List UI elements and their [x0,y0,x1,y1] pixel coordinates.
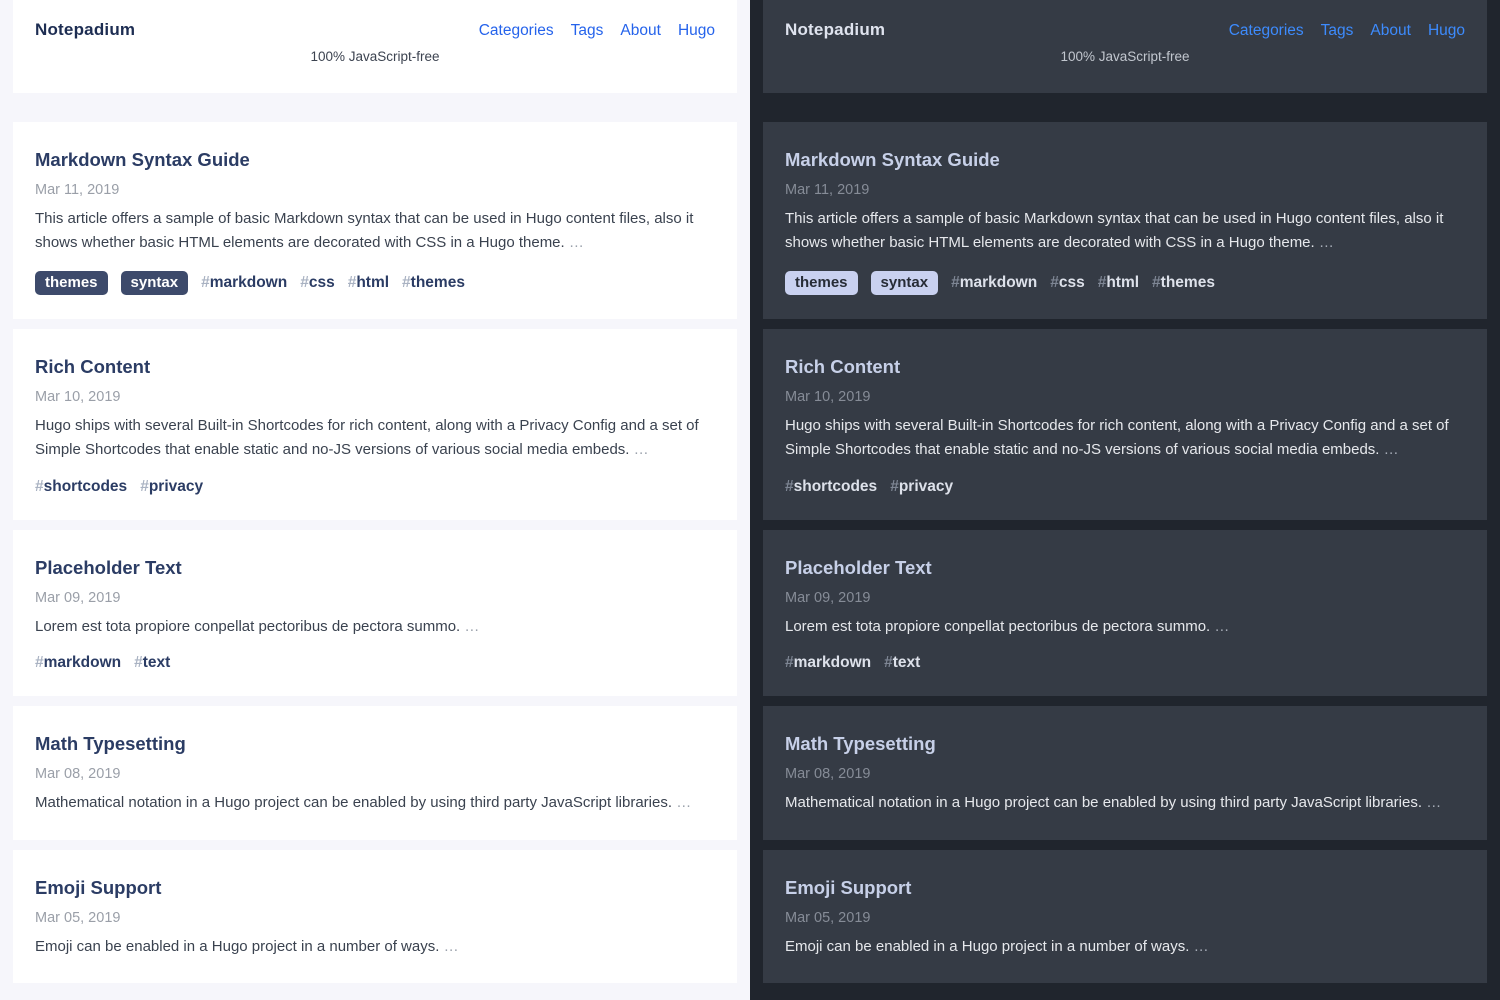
hashtag-link[interactable] [140,478,203,496]
tag-row [35,478,715,496]
post-title-link[interactable]: Markdown Syntax Guide [35,149,250,170]
post-card [13,122,737,319]
read-more-ellipsis[interactable]: … [1426,794,1442,812]
read-more-ellipsis[interactable]: … [1193,937,1209,955]
post-summary [785,935,1465,959]
nav-link-categories[interactable]: Categories [478,22,554,39]
tag-row [785,654,1465,672]
hashtag-link[interactable] [785,478,877,496]
nav-link-about[interactable]: About [1370,22,1411,39]
site-header [763,0,1487,93]
post-summary [785,207,1465,256]
nav-link-tags[interactable]: Tags [570,22,604,39]
hashtag-link[interactable] [951,274,1037,292]
read-more-ellipsis[interactable]: … [1318,234,1334,252]
category-badge[interactable]: themes [785,271,858,295]
hash-symbol: # [1097,273,1107,291]
post-summary-text: Emoji can be enabled in a Hugo project in a number of ways. [785,937,1190,955]
read-more-ellipsis[interactable]: … [1383,441,1399,459]
hash-symbol: # [785,654,794,672]
hashtag-link[interactable] [134,654,170,672]
post-date: Mar 09, 2019 [35,589,121,606]
hashtag-word: themes [410,273,465,291]
read-more-ellipsis[interactable]: … [676,794,692,812]
hashtag-word: text [142,654,171,672]
post-card [763,850,1487,983]
post-title-link[interactable]: Markdown Syntax Guide [785,149,1000,170]
hash-symbol: # [35,477,44,495]
read-more-ellipsis[interactable]: … [633,441,649,459]
hash-symbol: # [402,273,411,291]
post-summary [35,414,715,463]
hashtag-word: css [1058,273,1085,291]
post-title-link[interactable]: Rich Content [35,355,151,377]
hashtag-word: shortcodes [793,477,878,495]
header-row [35,20,715,40]
post-summary-text: Emoji can be enabled in a Hugo project in a number of ways. [35,937,440,955]
post-summary [35,791,715,815]
hashtag-word: themes [1160,273,1215,291]
post-summary [785,615,1465,639]
hashtag-link[interactable] [1050,274,1085,292]
post-title-link[interactable]: Rich Content [785,355,901,377]
post-date: Mar 05, 2019 [785,909,871,926]
post-card [13,850,737,983]
nav-link-categories[interactable]: Categories [1228,22,1304,39]
read-more-ellipsis[interactable]: … [568,234,584,252]
hash-symbol: # [1050,273,1059,291]
post-card [763,329,1487,520]
hashtag-word: text [892,654,921,672]
site-logo[interactable]: Notepadium [785,20,886,39]
post-card [13,706,737,839]
post-date: Mar 10, 2019 [785,388,871,405]
hashtag-word: shortcodes [43,477,128,495]
tag-row [35,271,715,295]
category-badge[interactable]: syntax [121,271,189,295]
hashtag-link[interactable] [890,478,953,496]
site-logo[interactable]: Notepadium [35,20,136,39]
hashtag-word: markdown [43,654,122,672]
hash-symbol: # [1152,273,1161,291]
hash-symbol: # [140,477,149,495]
post-summary-text: This article offers a sample of basic Markdown syntax that can be used in Hugo content files, also it shows whether basic HTML elements are decorated with CSS in a Hugo theme. [785,210,1444,252]
hashtag-link[interactable] [785,654,871,672]
hash-symbol: # [300,273,309,291]
post-date: Mar 11, 2019 [35,182,120,199]
hash-symbol: # [134,654,143,672]
post-summary [35,935,715,959]
hashtag-word: markdown [209,273,288,291]
site-header [13,0,737,93]
post-title-link[interactable]: Emoji Support [35,876,162,898]
post-list [750,93,1500,983]
post-title-link[interactable]: Math Typesetting [785,733,936,755]
post-title-link[interactable]: Emoji Support [785,876,912,898]
hashtag-link[interactable] [884,654,920,672]
site-subtitle: 100% JavaScript-free [1060,49,1190,64]
post-summary-text: Hugo ships with several Built-in Shortcodes for rich content, along with a Privacy Config and a set of Simple Shortcodes that enable static and no-JS versions of various social media embeds. [35,416,699,459]
tag-row [35,654,715,672]
post-summary-text: Lorem est tota propiore conpellat pectoribus de pectora summo. [785,617,1211,635]
hash-symbol: # [201,273,210,291]
post-date: Mar 08, 2019 [35,766,121,783]
hashtag-word: html [356,273,390,291]
hashtag-word: privacy [898,477,954,495]
nav-link-hugo[interactable]: Hugo [1427,22,1465,39]
post-date: Mar 08, 2019 [785,766,871,783]
post-title-link[interactable]: Math Typesetting [35,733,186,755]
post-card [13,530,737,696]
post-card [13,329,737,520]
hashtag-link[interactable] [300,274,335,292]
post-summary-text: This article offers a sample of basic Markdown syntax that can be used in Hugo content files, also it shows whether basic HTML elements are decorated with CSS in a Hugo theme. [35,210,694,252]
tag-row [785,271,1465,295]
category-badge[interactable]: themes [35,271,108,295]
read-more-ellipsis[interactable]: … [1214,617,1230,635]
hash-symbol: # [884,654,893,672]
post-summary-text: Lorem est tota propiore conpellat pectoribus de pectora summo. [35,617,461,635]
hashtag-word: html [1106,273,1140,291]
post-date: Mar 11, 2019 [785,182,870,199]
main-nav [479,22,715,40]
hash-symbol: # [890,477,899,495]
post-title-link[interactable]: Placeholder Text [35,556,182,578]
post-summary [785,791,1465,815]
main-nav [1229,22,1465,40]
post-card [763,530,1487,696]
hashtag-link[interactable] [201,274,287,292]
hash-symbol: # [951,273,960,291]
hash-symbol: # [347,273,357,291]
hashtag-link[interactable] [348,274,389,292]
hashtag-link[interactable] [35,654,121,672]
post-date: Mar 10, 2019 [35,388,121,405]
nav-link-tags[interactable]: Tags [1320,22,1354,39]
hash-symbol: # [785,477,794,495]
hashtag-link[interactable] [35,478,127,496]
hashtag-word: markdown [959,273,1038,291]
read-more-ellipsis[interactable]: … [443,937,459,955]
post-card [763,122,1487,319]
site-subtitle: 100% JavaScript-free [310,49,440,64]
post-card [763,706,1487,839]
post-title-link[interactable]: Placeholder Text [785,556,932,578]
hash-symbol: # [35,654,44,672]
read-more-ellipsis[interactable]: … [464,617,480,635]
nav-link-about[interactable]: About [620,22,661,39]
post-summary-text: Hugo ships with several Built-in Shortcodes for rich content, along with a Privacy Config and a set of Simple Shortcodes that enable static and no-JS versions of various social media embeds. [785,416,1449,459]
post-list [0,93,750,983]
post-summary [35,207,715,256]
tag-row [785,478,1465,496]
header-row [785,20,1465,40]
post-summary [785,414,1465,463]
post-summary-text: Mathematical notation in a Hugo project can be enabled by using third party JavaScript libraries. [35,794,673,812]
post-date: Mar 05, 2019 [35,909,121,926]
post-summary [35,615,715,639]
hashtag-link[interactable] [1098,274,1139,292]
hashtag-link[interactable] [1152,274,1215,292]
category-badge[interactable]: syntax [871,271,939,295]
hashtag-link[interactable] [402,274,465,292]
hashtag-word: css [308,273,335,291]
post-summary-text: Mathematical notation in a Hugo project can be enabled by using third party JavaScript libraries. [785,794,1423,812]
dark-theme-panel [750,0,1500,1000]
hashtag-word: markdown [793,654,872,672]
nav-link-hugo[interactable]: Hugo [677,22,715,39]
post-date: Mar 09, 2019 [785,589,871,606]
hashtag-word: privacy [148,477,204,495]
